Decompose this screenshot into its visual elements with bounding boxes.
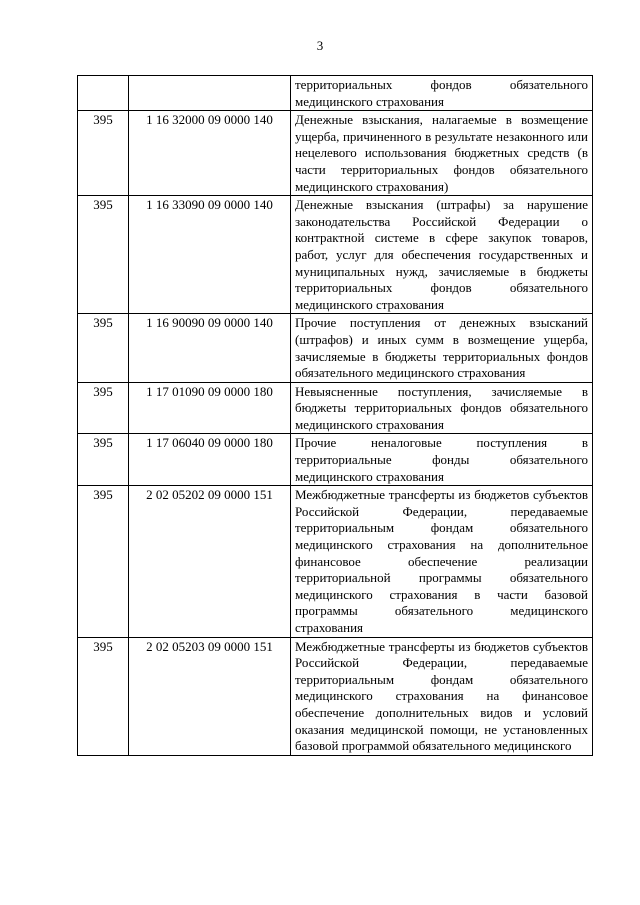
revenue-code-cell: 2 02 05202 09 0000 151 (129, 486, 291, 637)
table-row (78, 111, 593, 196)
revenue-code-cell (129, 76, 291, 111)
admin-code-cell: 395 (78, 637, 129, 755)
revenue-name-cell: Межбюджетные трансферты из бюджетов субъектов Российской Федерации, передаваемые территориальным фондам обязательного медицинского страхования на дополнительное финансовое обеспечение реализации территориальной программы обязательного медицинского страхования в части базовой программы обязательного медицинского страхования (291, 486, 593, 637)
table-row (78, 76, 593, 111)
admin-code-cell (78, 76, 129, 111)
table-row (78, 196, 593, 314)
revenue-name-cell: Невыясненные поступления, зачисляемые в бюджеты территориальных фондов обязательного медицинского страхования (291, 382, 593, 434)
revenue-code-cell: 1 17 06040 09 0000 180 (129, 434, 291, 486)
revenue-name-cell: Прочие поступления от денежных взысканий (штрафов) и иных сумм в возмещение ущерба, зачисляемые в бюджеты территориальных фондов обязательного медицинского страхования (291, 314, 593, 382)
admin-code-cell: 395 (78, 382, 129, 434)
admin-code-cell: 395 (78, 111, 129, 196)
admin-code-cell: 395 (78, 434, 129, 486)
revenue-code-cell: 2 02 05203 09 0000 151 (129, 637, 291, 755)
table-row (78, 486, 593, 637)
table-row (78, 382, 593, 434)
table-row (78, 434, 593, 486)
revenue-classification-table (77, 75, 593, 756)
admin-code-cell: 395 (78, 486, 129, 637)
revenue-name-cell: Межбюджетные трансферты из бюджетов субъектов Российской Федерации, передаваемые территориальным фондам обязательного медицинского страхования на финансовое обеспечение дополнительных видов и условий оказания медицинской помощи, не установленных базовой программой обязательного медицинского (291, 637, 593, 755)
page-number: 3 (316, 38, 324, 53)
revenue-name-cell: Денежные взыскания, налагаемые в возмещение ущерба, причиненного в результате незаконного или нецелевого использования бюджетных средств (в части территориальных фондов обязательного медицинского страхования) (291, 111, 593, 196)
revenue-code-cell: 1 16 33090 09 0000 140 (129, 196, 291, 314)
revenue-name-cell: Прочие неналоговые поступления в территориальные фонды обязательного медицинского страхования (291, 434, 593, 486)
revenue-name-cell: Денежные взыскания (штрафы) за нарушение законодательства Российской Федерации о контрактной системе в сфере закупок товаров, работ, услуг для обеспечения государственных и муниципальных нужд, зачисляемые в бюджеты территориальных фондов обязательного медицинского страхования (291, 196, 593, 314)
revenue-code-cell: 1 16 32000 09 0000 140 (129, 111, 291, 196)
admin-code-cell: 395 (78, 196, 129, 314)
revenue-code-cell: 1 16 90090 09 0000 140 (129, 314, 291, 382)
table-row (78, 314, 593, 382)
table-row (78, 637, 593, 755)
revenue-code-cell: 1 17 01090 09 0000 180 (129, 382, 291, 434)
admin-code-cell: 395 (78, 314, 129, 382)
revenue-name-cell: территориальных фондов обязательного медицинского страхования (291, 76, 593, 111)
